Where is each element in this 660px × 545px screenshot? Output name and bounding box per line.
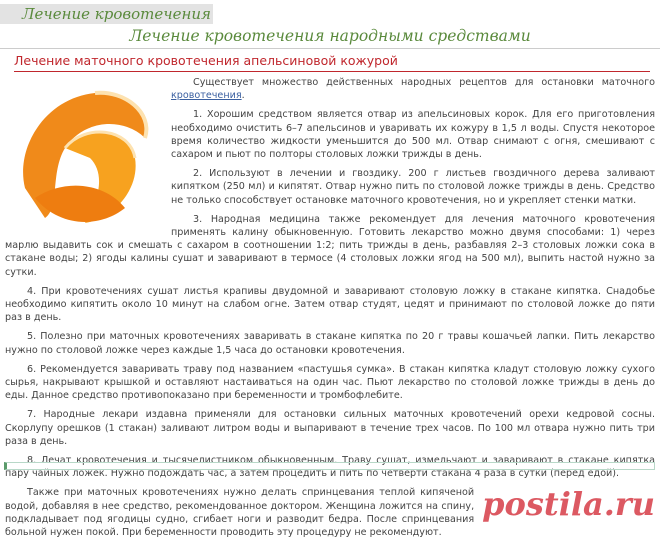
category-label[interactable]: Лечение кровотечения (22, 5, 211, 23)
divider (0, 48, 660, 49)
title-underline (14, 71, 650, 72)
paragraph: 5. Полезно при маточных кровотечениях заваривать в стакане кипятка по 20 г травы кошачьей лапки. Пить лекарство нужно по столовой ложке через каждые 1,5 часа до остановки кровотечения. (5, 331, 655, 356)
paragraph: 1. Хорошим средством является отвар из апельсиновых корок. Для его приготовления необходимо очистить 6–7 апельсинов и уваривать их кожуру в 1,5 л воды. Спустя некоторое время количество жидкости уменьшится до 500 мл. Отвар снимают с огня, смешивают с сахаром и пьют по полторы столовых ложки трижды в день. (171, 109, 655, 161)
paragraph: 3. Народная медицина также рекомендует для лечения маточного кровотечения применять калину обыкновенную. Готовить лекарство можно двумя способами: 1) через марлю выдавить сок и смешать с сахаром в соотношении 1:2; пить трижды в день, разбавляя 2–3 столовых ложки сока в стакане воды; 2) ягоды калины сушат и заваривают в термосе (4 столовых ложки ягод на 500 мл), выпить настой нужно за сутки. (5, 213, 655, 278)
paragraph: 4. При кровотечениях сушат листья крапивы двудомной и заваривают столовую ложку в стакане кипятка. Снадобье необходимо кипятить около 10 минут на слабом огне. Затем отвар студят, цедят и принимают по столовой ложке до пяти раз в день. (5, 285, 655, 324)
site-title: Лечение кровотечения народными средствами (129, 27, 531, 45)
paragraph: 6. Рекомендуется заваривать траву под названием «пастушья сумка». В стакан кипятка кладут столовую ложку сухого сырья, накрывают крышкой и оставляют настаиваться на один час. Пьют лекарство по столовой ложке трижды в день до еды. Данное средство противопоказано при беременности и тромбофлебите. (5, 363, 655, 402)
paragraph: 8. Лечат кровотечения и тысячелистником обыкновенным. Траву сушат, измельчают и заваривают в стакане кипятка пару чайных ложек. Нужно подождать час, а затем процедить и пить по четверти стакана 4 раза в сутки (перед едой). (5, 455, 655, 480)
paragraph: Также при маточных кровотечениях нужно делать спринцевания теплой кипяченой водой, добавляя в нее средство, рекомендованное доктором. Женщина ложится на спину, подкладывает под ягодицы судно, сгибает ноги и разводит бедра. После спринцевания больной нужен покой. При беременности проводить эту процедуру не рекомендуют. (5, 487, 475, 539)
paragraph: 7. Народные лекари издавна применяли для остановки сильных маточных кровотечений орехи кедровой сосны. Скорлупу орешков (1 стакан) заливают литром воды и выпаривают в течение трех часов. По 100 мл отвара нужно пить три раза в день. (5, 409, 655, 447)
article-body (5, 76, 655, 545)
article-title: Лечение маточного кровотечения апельсиновой кожурой (14, 53, 398, 68)
bleeding-link[interactable]: кровотечения (171, 90, 242, 102)
paragraph: 2. Используют в лечении и гвоздику. 200 г листьев гвоздичного дерева заливают кипятком (250 мл) и кипятят. Отвар нужно пить по столовой ложке трижды в день. Средство не только способствует остановке маточного кровотечения, но и укрепляет стенки матки. (171, 168, 655, 206)
bottom-panel (4, 462, 655, 470)
intro-end: . (241, 90, 245, 102)
category-header[interactable] (0, 4, 213, 24)
intro-text: Существует множество действенных народных рецептов для остановки маточного (193, 77, 655, 88)
orange-peel-image (5, 78, 163, 234)
watermark: postila.ru (482, 485, 655, 524)
